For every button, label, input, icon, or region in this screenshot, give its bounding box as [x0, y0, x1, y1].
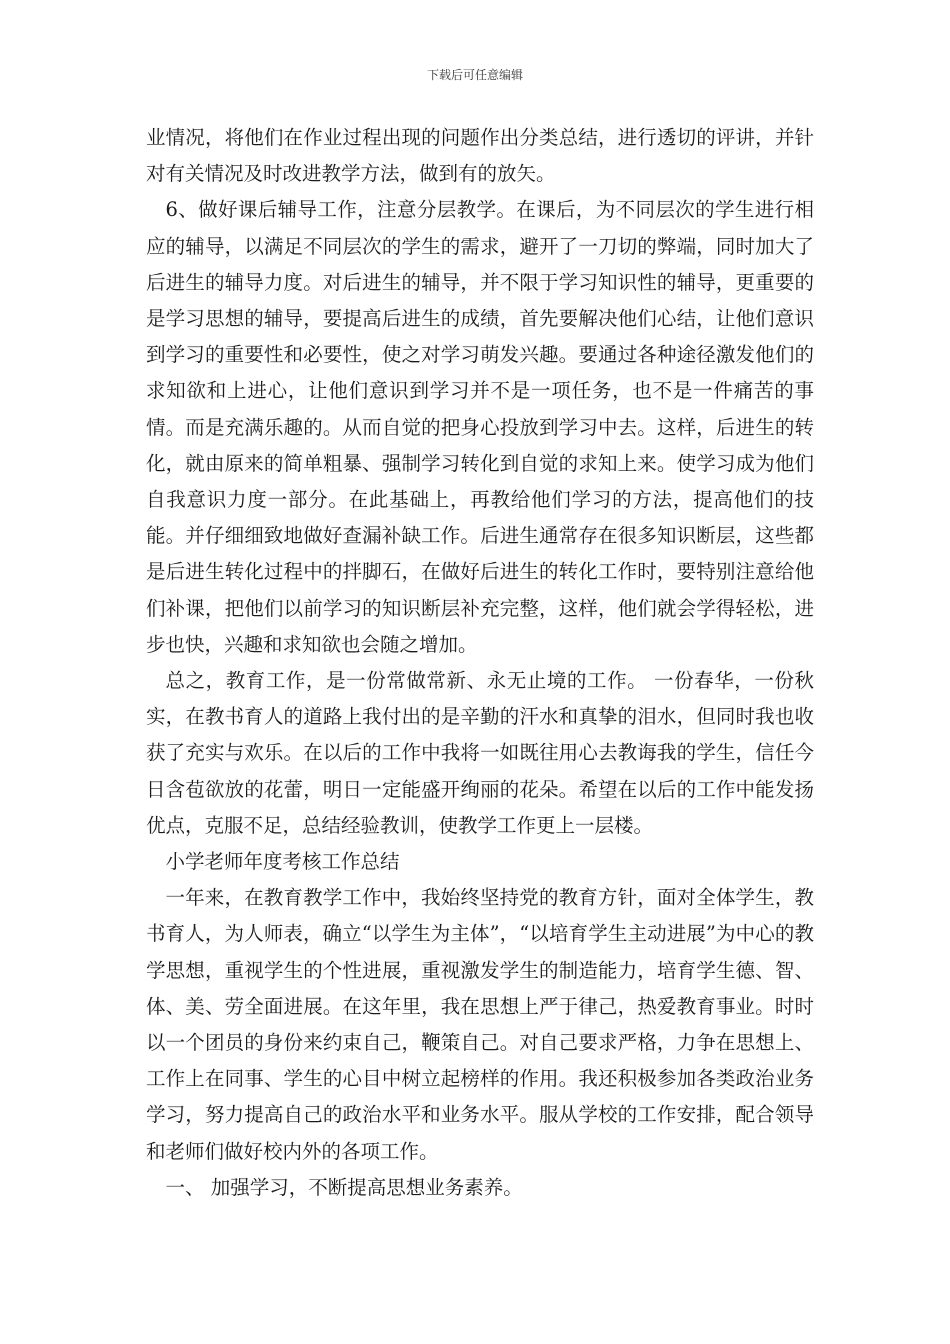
- paragraph-annual-review: 一年来，在教育教学工作中，我始终坚持党的教育方针，面对全体学生，教书育人，为人师表，确立“以学生为主体”，“以培育学生主动进展”为中心的教学思想，重视学生的个性进展，重视激发学生的制造能力，培育学生德、智、体、美、劳全面进展。在这年里，我在思想上严于律己，热爱教育事业。时时以一个团员的身份来约束自己，鞭策自己。对自己要求严格，力争在思想上、工作上在同事、学生的心目中树立起榜样的作用。我还积极参加各类政治业务学习，努力提高自己的政治水平和业务水平。服从学校的工作安排，配合领导和老师们做好校内外的各项工作。: [146, 886, 814, 1163]
- section-title: 小学老师年度考核工作总结: [165, 850, 400, 874]
- section-heading-one: 一、 加强学习，不断提高思想业务素养。: [165, 1175, 523, 1199]
- page-header-note: 下载后可任意编辑: [426, 68, 523, 82]
- paragraph-summary: 总之，教育工作，是一份常做常新、永无止境的工作。 一份春华，一份秋实，在教书育人的道路上我付出的是辛勤的汗水和真挚的泪水，但同时我也收获了充实与欢乐。在以后的工作中我将一如既往用心去教诲我的学生，信任今日含苞欲放的花蕾，明日一定能盛开绚丽的花朵。希望在以后的工作中能发扬优点，克服不足，总结经验教训，使教学工作更上一层楼。: [146, 669, 814, 837]
- paragraph-continuation: 业情况，将他们在作业过程出现的问题作出分类总结，进行透切的评讲，并针对有关情况及时改进教学方法，做到有的放矢。: [146, 126, 814, 186]
- paragraph-tutoring: 6、做好课后辅导工作，注意分层教学。在课后，为不同层次的学生进行相应的辅导，以满足不同层次的学生的需求，避开了一刀切的弊端，同时加大了后进生的辅导力度。对后进生的辅导，并不限于学习知识性的辅导，更重要的是学习思想的辅导，要提高后进生的成绩，首先要解决他们心结，让他们意识到学习的重要性和必要性，使之对学习萌发兴趣。要通过各种途径激发他们的求知欲和上进心，让他们意识到学习并不是一项任务，也不是一件痛苦的事情。而是充满乐趣的。从而自觉的把身心投放到学习中去。这样，后进生的转化，就由原来的简单粗暴、强制学习转化到自觉的求知上来。使学习成为他们自我意识力度一部分。在此基础上，再教给他们学习的方法，提高他们的技能。并仔细细致地做好查漏补缺工作。后进生通常存在很多知识断层，这些都是后进生转化过程中的拌脚石，在做好后进生的转化工作时，要特别注意给他们补课，把他们以前学习的知识断层补充完整，这样，他们就会学得轻松，进步也快，兴趣和求知欲也会随之增加。: [146, 198, 814, 656]
- document-body: [146, 120, 814, 1206]
